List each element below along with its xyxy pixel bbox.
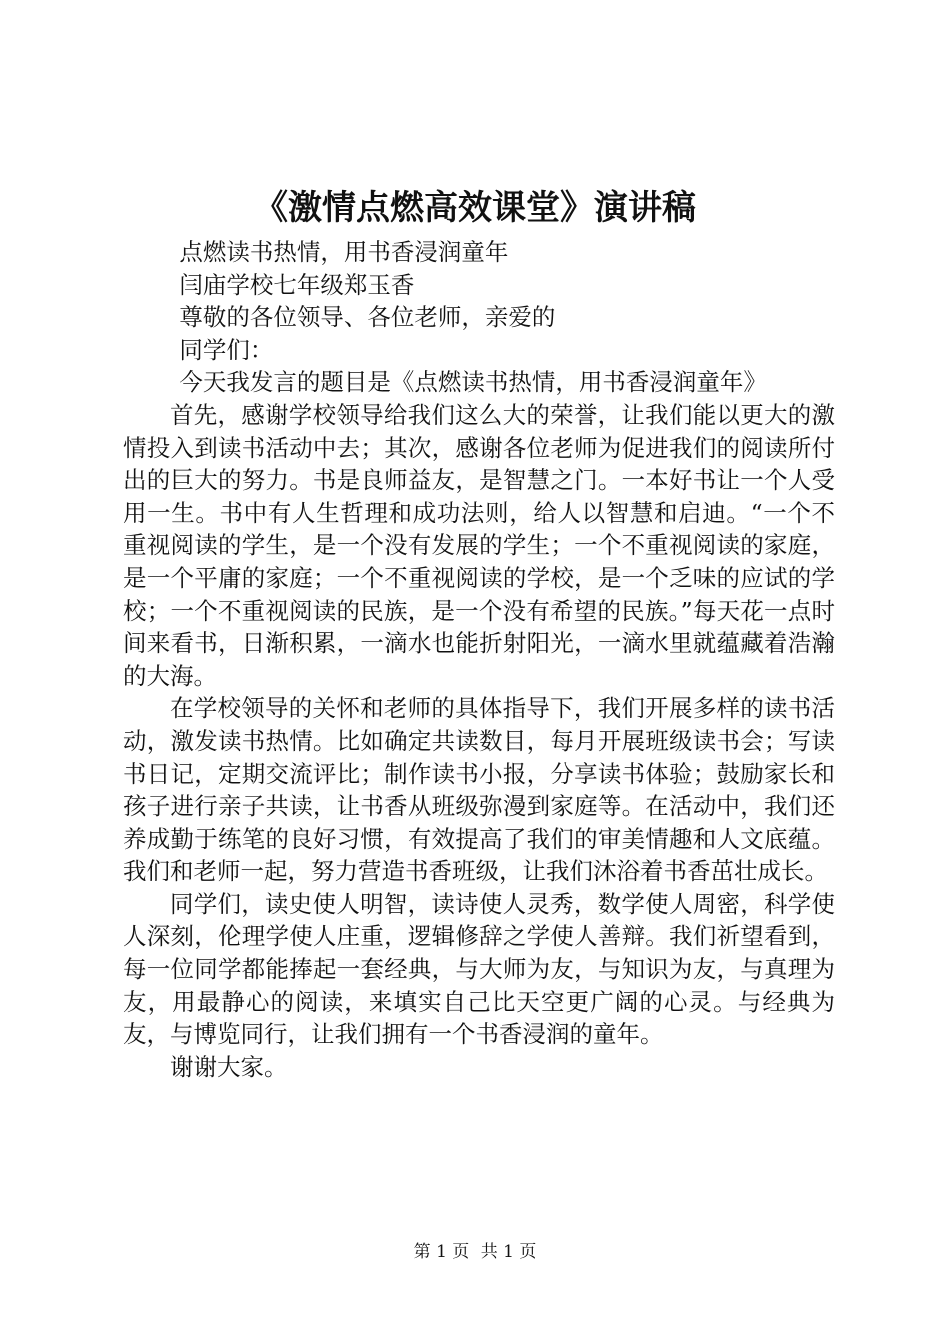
paragraph-3: 同学们，读史使人明智，读诗使人灵秀，数学使人周密，科学使人深刻，伦理学使人庄重，逻辑修辞之学使人善辩。我们祈望看到，每一位同学都能捧起一套经典，与大师为友，与知识为友，与真理为友，用最静心的阅读，来填实自己比天空更广阔的心灵。与经典为友，与博览同行，让我们拥有一个书香浸润的童年。 [123, 889, 835, 1049]
document-title: 《激情点燃高效课堂》演讲稿 [254, 188, 696, 228]
paragraph-2: 在学校领导的关怀和老师的具体指导下，我们开展多样的读书活动，激发读书热情。比如确定共读数目，每月开展班级读书会；写读书日记，定期交流评比；制作读书小报，分享读书体验；鼓励家长和孩子进行亲子共读，让书香从班级弥漫到家庭等。在活动中，我们还养成勤于练笔的良好习惯，有效提高了我们的审美情趣和人文底蕴。我们和老师一起，努力营造书香班级，让我们沐浴着书香茁壮成长。 [123, 694, 835, 886]
page-total: 共 1 页 [480, 1242, 537, 1262]
page-footer [0, 1240, 950, 1264]
speaker-line: 闫庙学校七年级郑玉香 [179, 270, 415, 299]
page-number: 第 1 页 [413, 1242, 470, 1262]
paragraph-1: 首先，感谢学校领导给我们这么大的荣誉，让我们能以更大的激情投入到读书活动中去；其次，感谢各位老师为促进我们的阅读所付出的巨大的努力。书是良师益友，是智慧之门。一本好书让一个人受用一生。书中有人生哲理和成功法则，给人以智慧和启迪。“一个不重视阅读的学生，是一个没有发展的学生；一个不重视阅读的家庭，是一个平庸的家庭；一个不重视阅读的学校，是一个乏味的应试的学校；一个不重视阅读的民族，是一个没有希望的民族。”每天花一点时间来看书，日渐积累，一滴水也能折射阳光，一滴水里就蕴藏着浩瀚的大海。 [123, 400, 835, 690]
speech-subtitle: 点燃读书热情，用书香浸润童年 [179, 238, 509, 266]
salutation-line-2: 同学们： [179, 335, 274, 364]
salutation-line-1: 尊敬的各位领导、各位老师，亲爱的 [179, 303, 556, 332]
document-body [123, 236, 835, 1083]
closing-line: 谢谢大家。 [170, 1052, 288, 1081]
topic-line: 今天我发言的题目是《点燃读书热情，用书香浸润童年》 [179, 368, 767, 397]
